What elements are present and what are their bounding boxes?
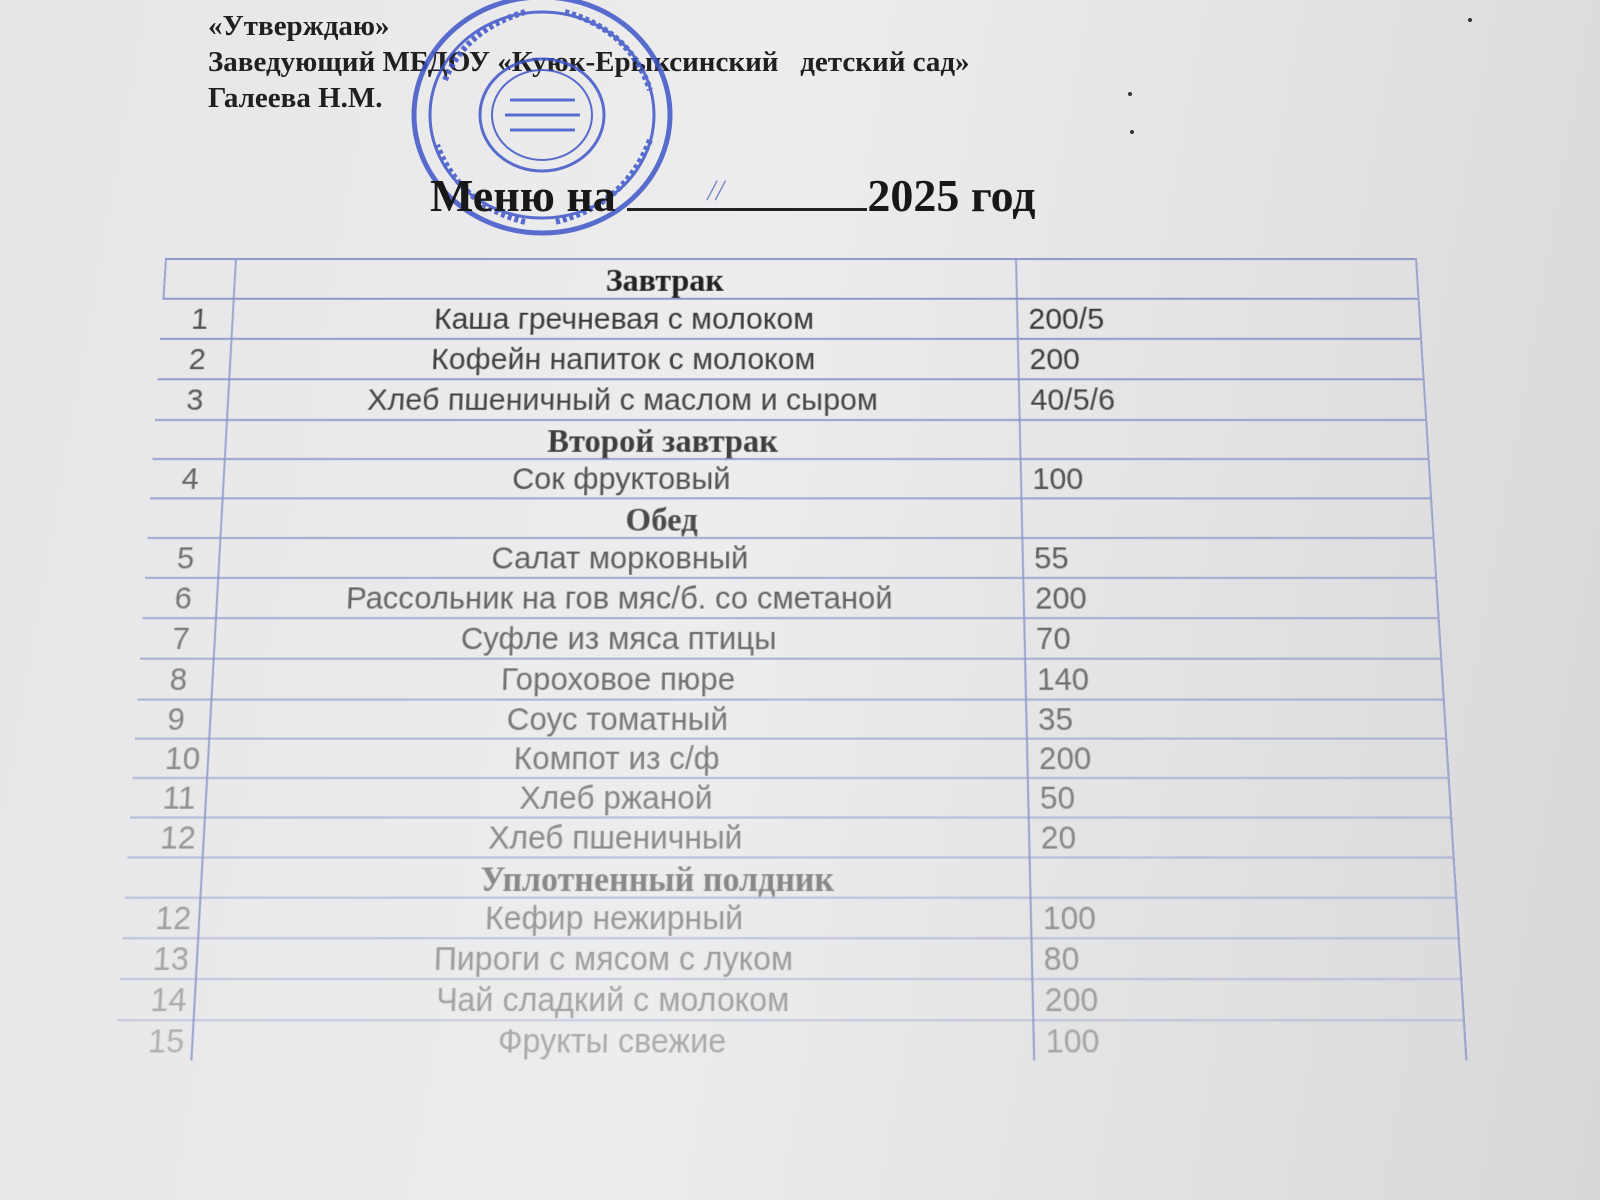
portion-size: 80 bbox=[1043, 940, 1080, 978]
row-number: 4 bbox=[180, 462, 200, 497]
date-scribble: // bbox=[707, 174, 725, 207]
table-row bbox=[157, 338, 1422, 380]
portion-size: 100 bbox=[1042, 899, 1097, 938]
section-title: Второй завтрак bbox=[546, 422, 779, 460]
portion-size: 200 bbox=[1044, 981, 1099, 1020]
row-number: 2 bbox=[187, 342, 207, 377]
portion-size: 100 bbox=[1045, 1022, 1101, 1061]
dish-name: Пироги с мясом с луком bbox=[433, 940, 793, 978]
section-title: Уплотненный полдник bbox=[479, 858, 835, 899]
portion-size: 40/5/6 bbox=[1029, 383, 1116, 417]
portion-size: 200/5 bbox=[1028, 302, 1105, 336]
menu-title-prefix: Меню на bbox=[430, 170, 616, 221]
dish-name: Фрукты свежие bbox=[497, 1022, 727, 1061]
mark-dot bbox=[1130, 130, 1134, 134]
menu-title bbox=[430, 168, 1036, 222]
section-title: Завтрак bbox=[605, 261, 724, 298]
table-row bbox=[150, 458, 1430, 499]
portion-size: 200 bbox=[1029, 342, 1081, 377]
dish-name: Каша гречневая с молоком bbox=[433, 302, 814, 336]
dish-name: Компот из с/ф bbox=[513, 740, 720, 777]
section-header-row bbox=[125, 856, 1455, 898]
dish-name: Сок фруктовый bbox=[511, 462, 731, 497]
portion-size: 55 bbox=[1033, 541, 1070, 576]
dish-name: Хлеб пшеничный с маслом и сыром bbox=[366, 383, 879, 417]
row-number: 11 bbox=[161, 780, 197, 817]
portion-size: 100 bbox=[1031, 462, 1084, 497]
date-blank bbox=[627, 168, 867, 211]
table-row bbox=[137, 658, 1443, 701]
mark-dot bbox=[1128, 92, 1132, 96]
dish-name: Хлеб пшеничный bbox=[487, 819, 743, 857]
row-number: 6 bbox=[173, 581, 193, 617]
table-row bbox=[127, 816, 1452, 858]
portion-size: 70 bbox=[1035, 621, 1072, 657]
section-header-row bbox=[162, 258, 1417, 300]
dish-name: Кефир нежирный bbox=[484, 899, 744, 938]
table-row bbox=[120, 937, 1461, 980]
portion-size: 200 bbox=[1038, 740, 1093, 777]
table-row bbox=[142, 577, 1437, 619]
table-row bbox=[130, 777, 1450, 819]
table-row bbox=[160, 298, 1420, 340]
approval-line: «Утверждаю» bbox=[208, 10, 390, 42]
approval-block bbox=[208, 8, 1208, 116]
dish-name: Хлеб ржаной bbox=[519, 780, 713, 817]
portion-size: 20 bbox=[1040, 819, 1077, 857]
table-row bbox=[117, 978, 1463, 1021]
row-number: 12 bbox=[154, 899, 193, 938]
table-row bbox=[140, 617, 1440, 660]
portion-size: 140 bbox=[1036, 661, 1090, 698]
mark-dot bbox=[1468, 18, 1472, 22]
portion-size: 50 bbox=[1039, 780, 1076, 817]
dish-name: Соус томатный bbox=[506, 701, 729, 738]
row-number: 8 bbox=[168, 661, 189, 698]
row-number: 7 bbox=[171, 621, 191, 657]
dish-name: Чай сладкий с молоком bbox=[435, 981, 790, 1020]
portion-size: 200 bbox=[1034, 581, 1088, 617]
row-number: 14 bbox=[149, 981, 188, 1020]
dish-name: Салат морковный bbox=[491, 541, 749, 576]
row-number: 3 bbox=[185, 383, 205, 417]
table-row bbox=[132, 738, 1447, 780]
row-number: 10 bbox=[164, 740, 202, 777]
dish-name: Рассольник на гов мяс/б. со сметаной bbox=[345, 581, 893, 617]
row-number: 13 bbox=[151, 940, 190, 978]
dish-name: Кофейн напиток с молоком bbox=[430, 342, 816, 377]
row-number: 15 bbox=[147, 1022, 186, 1061]
table-row bbox=[155, 378, 1425, 421]
section-title: Обед bbox=[625, 500, 699, 538]
menu-title-suffix: 2025 год bbox=[867, 170, 1036, 221]
row-number: 5 bbox=[176, 541, 196, 576]
dish-name: Гороховое пюре bbox=[500, 661, 736, 698]
director-line: Заведующий МБДОУ «Куюк-Ерыксинский детский сад» bbox=[208, 46, 970, 78]
table-row bbox=[115, 1019, 1466, 1063]
table-row bbox=[135, 699, 1445, 740]
director-name: Галеева Н.М. bbox=[208, 82, 383, 114]
portion-size: 35 bbox=[1037, 701, 1074, 738]
row-number: 9 bbox=[166, 701, 186, 738]
row-number: 12 bbox=[159, 819, 197, 857]
row-number: 1 bbox=[190, 302, 210, 336]
table-row bbox=[145, 537, 1435, 579]
dish-name: Суфле из мяса птицы bbox=[460, 621, 777, 657]
menu-table bbox=[115, 258, 1466, 1061]
table-row bbox=[122, 897, 1457, 940]
section-header-row bbox=[152, 419, 1427, 460]
section-header-row bbox=[147, 497, 1432, 539]
